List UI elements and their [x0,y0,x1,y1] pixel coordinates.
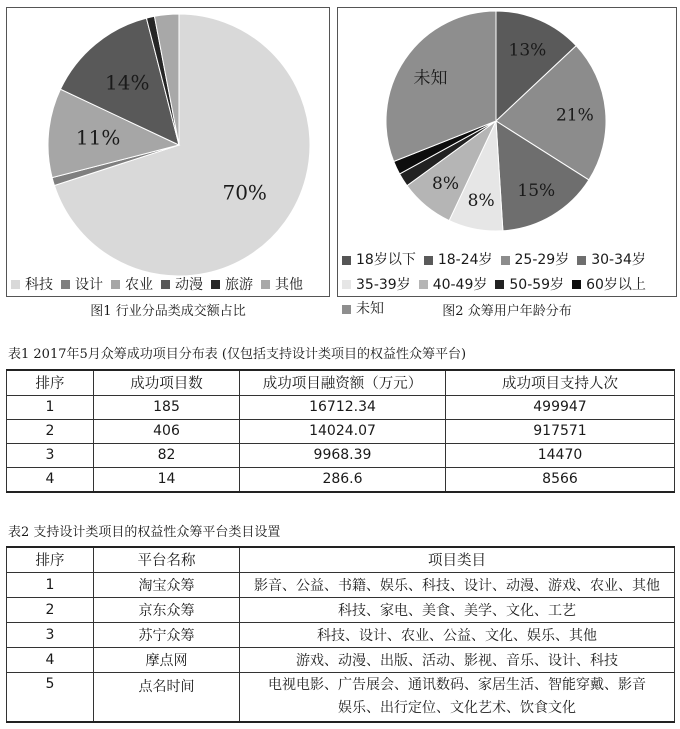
table-row [7,622,675,647]
legend-label: 旅游 [225,277,253,293]
table2-categories: 影音、公益、书籍、娱乐、科技、设计、动漫、游戏、农业、其他 [240,572,675,597]
table2-categories: 科技、家电、美食、美学、文化、工艺 [240,597,675,622]
legend-item [161,274,203,294]
table1-cell: 4 [7,467,94,492]
table2 [6,546,675,723]
table2-rank: 5 [7,672,94,722]
legend-label: 18-24岁 [437,252,493,268]
legend-item [424,248,493,272]
pie-slice-label: 70% [222,180,267,205]
legend-item [495,273,564,297]
legend-swatch [261,280,270,289]
table1-cell: 14 [94,467,240,492]
legend-item [261,274,303,294]
legend-label: 35-39岁 [356,276,411,293]
legend-item [419,273,488,297]
legend-item [572,273,646,297]
table1-header: 排序 [7,370,94,395]
figure1-caption: 图1 行业分品类成交额占比 [90,304,246,319]
table2-categories: 游戏、动漫、出版、活动、影视、音乐、设计、科技 [240,647,675,672]
legend-item [577,248,646,272]
table-row [7,467,675,492]
table2-platform: 淘宝众筹 [94,572,240,597]
table2-platform: 苏宁众筹 [94,622,240,647]
pie-slice-label: 8% [432,174,460,195]
table2-platform: 京东众筹 [94,597,240,622]
table-row [7,572,675,597]
pie-slice-label: 8% [467,190,495,211]
table1-cell: 917571 [446,419,675,443]
table1-cell: 406 [94,419,240,443]
table1-header: 成功项目支持人次 [446,370,675,395]
table2-rank: 3 [7,622,94,647]
table2-categories-line: 电视电影、广告展会、通讯数码、家居生活、智能穿戴、影音 [268,676,646,693]
table-row [7,672,675,722]
table1-header: 成功项目融资额（万元） [240,370,446,395]
table1-cell: 14024.07 [240,419,446,443]
legend-item [342,248,416,272]
table2-platform: 点名时间 [94,672,240,722]
legend-swatch [161,280,170,289]
table1-cell: 16712.34 [240,395,446,419]
legend-label: 30-34岁 [591,252,646,268]
table1 [6,369,675,493]
table2-header: 排序 [7,547,94,572]
table2-header: 平台名称 [94,547,240,572]
table2-categories-line: 娱乐、出行定位、文化艺术、饮食文化 [338,699,576,716]
legend-swatch [11,280,20,289]
legend-swatch [495,280,504,289]
table2-title: 表2 支持设计类项目的权益性众筹平台类目设置 [8,525,281,540]
legend-label: 未知 [356,301,384,317]
legend-item [501,248,570,272]
legend-label: 40-49岁 [432,276,488,293]
table-row [7,647,675,672]
legend-swatch [419,280,428,289]
pie-slice-label: 未知 [413,68,448,89]
legend-label: 60岁以上 [586,276,646,293]
legend-item [111,274,153,294]
table1-cell: 3 [7,443,94,467]
legend-item [211,274,253,294]
legend-item [342,273,411,297]
legend-swatch [577,256,586,265]
legend-label: 其他 [275,277,303,293]
table-row [7,443,675,467]
pie-slice-label: 13% [508,40,547,61]
table1-cell: 1 [7,395,94,419]
legend-label: 18岁以下 [356,252,416,268]
table2-categories: 科技、设计、农业、公益、文化、娱乐、其他 [240,622,675,647]
legend-label: 动漫 [175,277,203,293]
table1-header: 成功项目数 [94,370,240,395]
pie-slice-label: 11% [75,125,121,150]
table1-cell: 185 [94,395,240,419]
table-row [7,597,675,622]
table1-cell: 2 [7,419,94,443]
legend-label: 科技 [25,277,53,293]
figure2-caption: 图2 众筹用户年龄分布 [442,304,572,319]
pie-chart-1 [7,8,329,296]
legend-swatch [501,256,510,265]
table2-rank: 4 [7,647,94,672]
table2-rank: 1 [7,572,94,597]
table1-cell: 499947 [446,395,675,419]
table2-rank: 2 [7,597,94,622]
table1-title: 表1 2017年5月众筹成功项目分布表 (仅包括支持设计类项目的权益性众筹平台) [8,347,467,362]
table1-cell: 8566 [446,467,675,492]
table-row [7,419,675,443]
figure1-panel [6,7,330,297]
table1-cell: 9968.39 [240,443,446,467]
legend-item [61,274,103,294]
pie-slice-label: 21% [555,105,594,126]
legend-swatch [342,256,351,265]
legend-swatch [342,280,351,289]
pie-slice-label: 14% [105,70,150,95]
legend-item [11,274,53,294]
legend-label: 设计 [75,277,103,293]
legend-swatch [424,256,433,265]
legend-label: 50-59岁 [509,276,565,293]
pie-slice-label: 15% [517,181,556,202]
legend-label: 25-29岁 [514,252,570,268]
legend-swatch [111,280,120,289]
table2-platform: 摩点网 [94,647,240,672]
legend-1 [11,274,311,294]
table1-cell: 82 [94,443,240,467]
legend-swatch [211,280,220,289]
table1-cell: 286.6 [240,467,446,492]
table-row [7,395,675,419]
table2-categories [240,672,675,722]
legend-swatch [61,280,70,289]
table2-header: 项目类目 [240,547,675,572]
legend-label: 农业 [125,277,153,293]
table1-cell: 14470 [446,443,675,467]
legend-swatch [572,280,581,289]
